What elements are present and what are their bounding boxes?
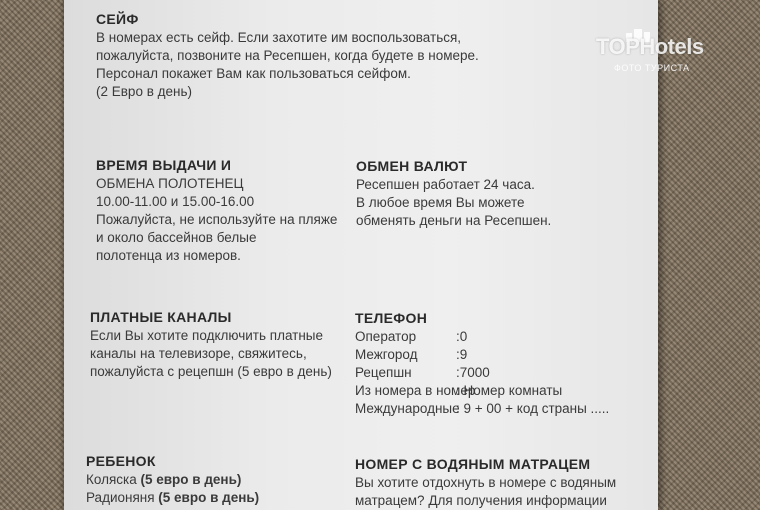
phone-title: ТЕЛЕФОН [355, 310, 428, 326]
paytv-line: пожалуйста с рецепшн (5 евро в день) [90, 364, 332, 379]
exchange-line: Ресепшен работает 24 часа. [356, 177, 535, 192]
phone-value: :7000 [456, 365, 490, 380]
waterbed-title: НОМЕР С ВОДЯНЫМ МАТРАЦЕМ [355, 456, 591, 472]
safe-line: (2 Евро в день) [96, 84, 192, 99]
paytv-line: каналы на телевизоре, свяжитесь, [90, 346, 307, 361]
phone-value: :9 [456, 347, 468, 362]
child-stroller [86, 471, 336, 489]
child-radio [86, 489, 336, 507]
exchange-line: обменять деньги на Ресепшен. [356, 213, 552, 228]
safe-line: В номерах есть сейф. Если захотите им воспользоваться, [96, 30, 462, 45]
stroller-label: Коляска [86, 472, 141, 487]
towels-line: Пожалуйста, не используйте на пляже [96, 212, 338, 227]
child-title: РЕБЕНОК [86, 453, 156, 469]
watermark-tagline: ФОТО ТУРИСТА [614, 63, 690, 73]
phone-key: Рецепшн [355, 365, 412, 380]
info-card [64, 0, 658, 510]
phone-value: : 9 + 00 + код страны ..... [456, 401, 610, 416]
watermark-brand: TOPHotels [596, 34, 704, 59]
waterbed-line: Вы хотите отдохнуть в номере с водяным [355, 475, 617, 490]
phone-value: :0 [456, 329, 468, 344]
safe-title: СЕЙФ [96, 11, 139, 27]
phone-value: : Номер комнаты [456, 383, 563, 398]
paytv-title: ПЛАТНЫЕ КАНАЛЫ [90, 309, 232, 325]
exchange-line: В любое время Вы можете [356, 195, 525, 210]
towels-line: 10.00-11.00 и 15.00-16.00 [96, 194, 255, 209]
radio-label: Радионяня [86, 490, 159, 505]
phone-row [355, 400, 645, 418]
phone-key: Международные [355, 401, 460, 416]
radio-price: (5 евро в день) [158, 490, 260, 505]
child-section [86, 452, 336, 507]
stroller-price: (5 евро в день) [140, 472, 242, 487]
phone-key: Оператор [355, 329, 417, 344]
safe-line: Персонал покажет Вам как пользоваться сейфом. [96, 66, 411, 81]
exchange-title: ОБМЕН ВАЛЮТ [356, 158, 468, 174]
phone-key: Межгород [355, 347, 418, 362]
paytv-section [90, 308, 350, 381]
waterbed-section [355, 455, 655, 510]
phone-row [355, 382, 645, 400]
phone-row [355, 346, 645, 364]
phone-row [355, 328, 645, 346]
waterbed-line: матрацем? Для получения информации [355, 493, 607, 508]
towels-line: и около бассейнов белые [96, 230, 257, 245]
paytv-line: Если Вы хотите подключить платные [90, 328, 324, 343]
safe-section [96, 10, 516, 101]
phone-section [355, 309, 645, 418]
safe-line: пожалуйста, позвоните на Ресепшен, когда будете в номере. [96, 48, 479, 63]
phone-row [355, 364, 645, 382]
phone-key: Из номера в номер [355, 383, 476, 398]
towels-subtitle: ОБМЕНА ПОЛОТЕНЕЦ [96, 176, 244, 191]
exchange-section [356, 157, 636, 230]
towels-title: ВРЕМЯ ВЫДАЧИ И [96, 157, 232, 173]
tophotels-watermark [594, 28, 712, 84]
towels-line: полотенца из номеров. [96, 248, 241, 263]
towels-section [96, 156, 346, 265]
